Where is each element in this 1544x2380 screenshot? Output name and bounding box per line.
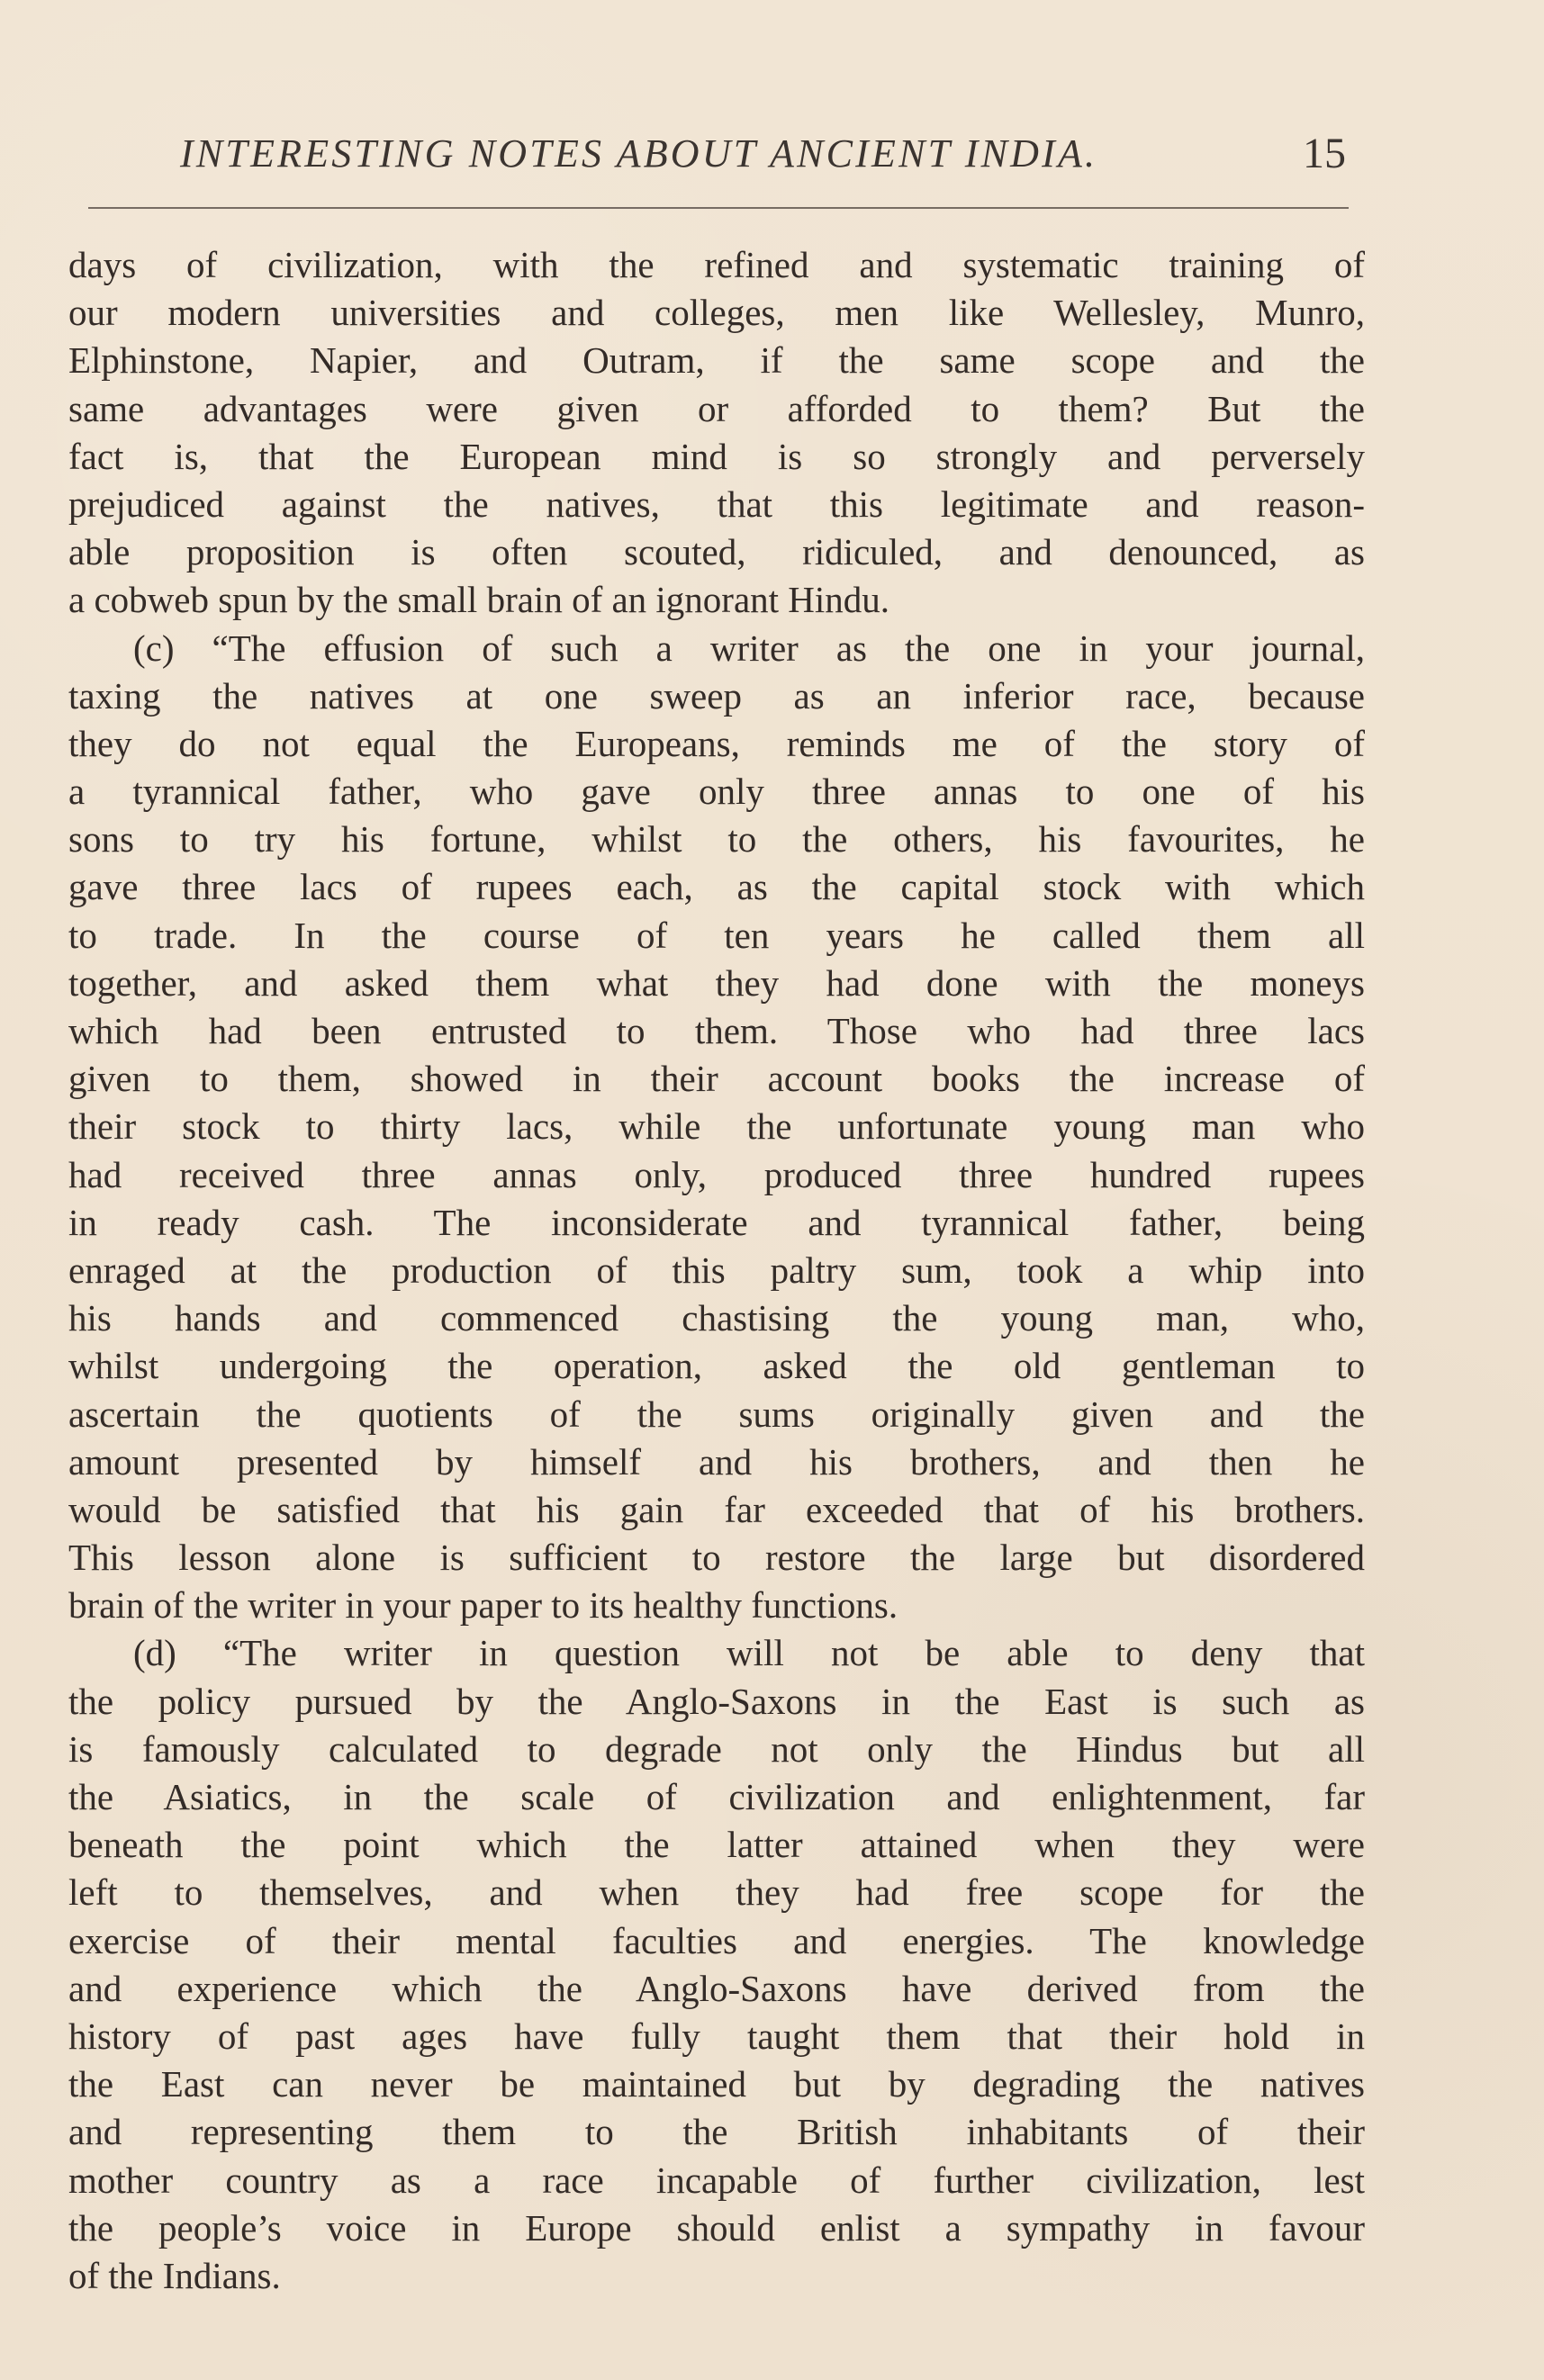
text-line: in ready cash. The inconsiderate and tyrannical father, being (68, 1201, 1365, 1243)
text-line: brain of the writer in your paper to its healthy functions. (68, 1584, 898, 1627)
text-line: the Asiatics, in the scale of civilization and enlightenment, far (68, 1776, 1365, 1817)
text-line: same advantages were given or afforded to them? But the (68, 387, 1365, 429)
text-line: they do not equal the Europeans, reminds me of the story of (68, 722, 1365, 764)
page-number: 15 (1303, 130, 1346, 177)
text-line: gave three lacs of rupees each, as the capital stock with which (68, 866, 1365, 908)
body-text (68, 241, 1365, 2300)
text-line: their stock to thirty lacs, while the unfortunate young man who (68, 1105, 1365, 1148)
page-header (180, 131, 1346, 194)
text-line: a cobweb spun by the small brain of an ignorant Hindu. (68, 579, 890, 621)
text-line: given to them, showed in their account books the increase of (68, 1058, 1365, 1100)
text-line: exercise of their mental faculties and energies. The knowledge (68, 1919, 1365, 1961)
text-line: whilst undergoing the operation, asked the old gentleman to (68, 1345, 1365, 1387)
text-line: prejudiced against the natives, that this legitimate and reason- (68, 482, 1365, 525)
text-line: together, and asked them what they had done with the moneys (68, 961, 1365, 1004)
text-line: his hands and commenced chastising the young man, who, (68, 1297, 1365, 1339)
text-line: is famously calculated to degrade not only the Hindus but all (68, 1727, 1365, 1770)
text-line: and representing them to the British inhabitants of their (68, 2111, 1365, 2153)
text-line: taxing the natives at one sweep as an inferior race, because (68, 674, 1365, 717)
text-line: This lesson alone is sufficient to restore the large but disordered (68, 1537, 1365, 1579)
text-line: would be satisfied that his gain far exceeded that of his brothers. (68, 1488, 1365, 1530)
text-line: fact is, that the European mind is so strongly and perversely (68, 435, 1365, 477)
text-line: the policy pursued by the Anglo-Saxons in the East is such as (68, 1680, 1365, 1722)
text-line: able proposition is often scouted, ridiculed, and denounced, as (68, 531, 1365, 573)
text-line: our modern universities and colleges, men like Wellesley, Munro, (68, 292, 1365, 334)
header-rule (88, 207, 1349, 209)
text-line: the East can never be maintained but by degrading the natives (68, 2063, 1365, 2105)
text-line: and experience which the Anglo-Saxons have derived from the (68, 1967, 1365, 2009)
paragraph-d-line: (d) “The writer in question will not be able to deny that (133, 1632, 1365, 1674)
text-line: amount presented by himself and his brothers, and then he (68, 1440, 1365, 1483)
text-line: of the Indians. (68, 2254, 281, 2296)
text-line: Elphinstone, Napier, and Outram, if the same scope and the (68, 339, 1365, 382)
text-line: had received three annas only, produced three hundred rupees (68, 1153, 1365, 1195)
text-line: to trade. In the course of ten years he called them all (68, 914, 1365, 956)
text-line: sons to try his fortune, whilst to the others, his favourites, he (68, 818, 1365, 861)
text-line: which had been entrusted to them. Those who had three lacs (68, 1010, 1365, 1051)
text-line: beneath the point which the latter attained when they were (68, 1824, 1365, 1866)
paragraph-c-line: (c) “The effusion of such a writer as the one in your journal, (133, 627, 1365, 669)
text-line: mother country as a race incapable of further civilization, lest (68, 2159, 1365, 2201)
text-line: history of past ages have fully taught them that their hold in (68, 2015, 1365, 2057)
text-line: the people’s voice in Europe should enlist a sympathy in favour (68, 2206, 1365, 2249)
text-line: left to themselves, and when they had free scope for the (68, 1871, 1365, 1914)
text-line: a tyrannical father, who gave only three annas to one of his (68, 771, 1365, 813)
text-line: ascertain the quotients of the sums originally given and the (68, 1393, 1365, 1435)
text-line: enraged at the production of this paltry sum, took a whip into (68, 1249, 1365, 1291)
running-head: INTERESTING NOTES ABOUT ANCIENT INDIA. (180, 131, 1098, 176)
text-line: days of civilization, with the refined and systematic training of (68, 244, 1365, 285)
